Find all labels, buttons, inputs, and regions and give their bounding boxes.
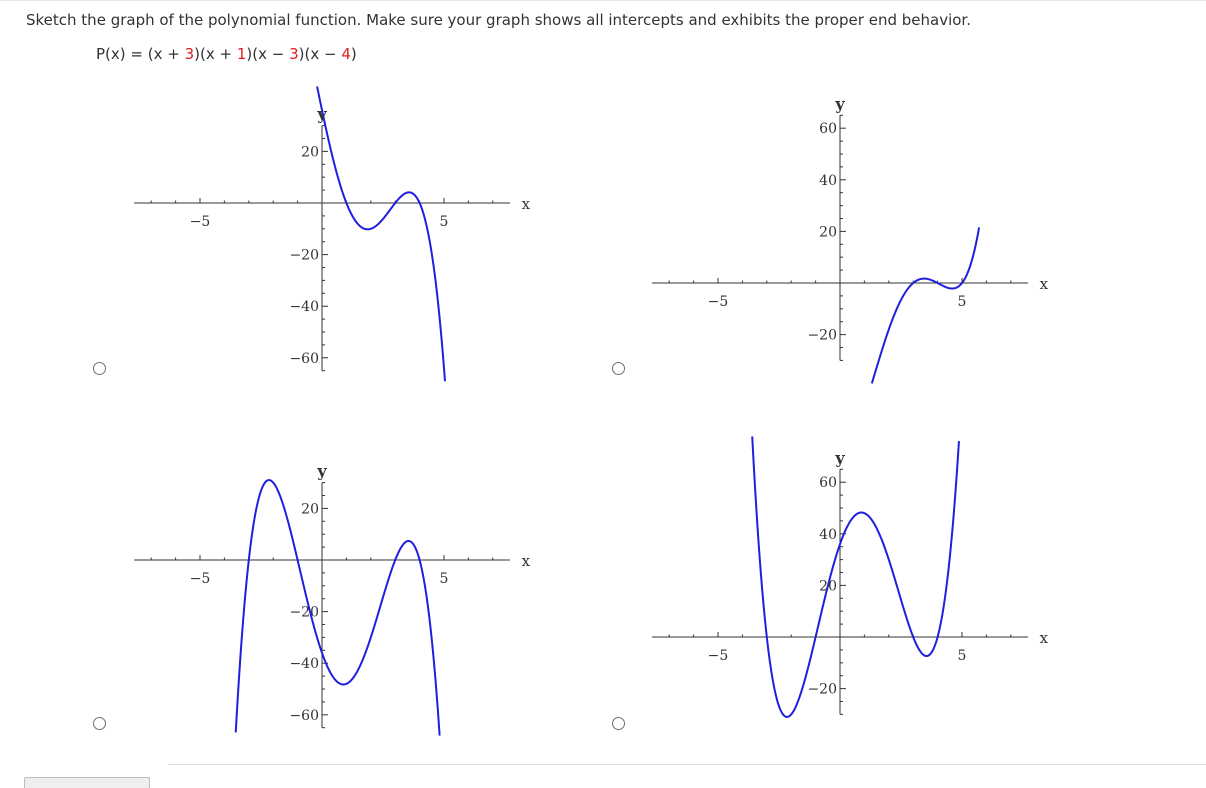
y-tick-label: −20 xyxy=(807,327,837,344)
option-b-graph xyxy=(622,84,1082,380)
factor-3: (x − 3) xyxy=(252,45,305,63)
x-tick-label: −5 xyxy=(189,214,211,230)
x-tick-label: −5 xyxy=(189,571,211,587)
y-axis-label: y xyxy=(835,448,845,468)
y-tick-label: −20 xyxy=(289,604,319,621)
y-tick-label: −20 xyxy=(289,247,319,264)
option-d-graph xyxy=(622,438,1082,734)
x-axis-label: x xyxy=(521,552,531,570)
y-tick-label: 20 xyxy=(301,501,319,518)
x-tick-label: −5 xyxy=(707,648,729,664)
y-tick-label: 20 xyxy=(301,144,319,161)
top-divider xyxy=(0,0,1206,1)
y-axis-label: y xyxy=(317,461,327,481)
x-tick-label: −5 xyxy=(707,294,729,310)
y-tick-label: 20 xyxy=(819,224,837,241)
option-c-chart xyxy=(104,438,564,734)
x-tick-label: 5 xyxy=(439,214,449,230)
question-instructions: Sketch the graph of the polynomial function. Make sure your graph shows all intercepts and exhibits the proper end behavior. xyxy=(26,11,971,29)
y-tick-label: −40 xyxy=(289,656,319,673)
x-tick-label: 5 xyxy=(439,571,449,587)
option-a-graph xyxy=(104,84,564,380)
y-tick-label: −40 xyxy=(289,299,319,316)
y-tick-label: 20 xyxy=(819,578,837,595)
y-tick-label: 40 xyxy=(819,172,837,189)
y-axis-label: y xyxy=(317,104,327,124)
x-axis-label: x xyxy=(1039,629,1049,647)
y-tick-label: −60 xyxy=(289,350,319,367)
factor-1: (x + 3) xyxy=(147,45,201,63)
y-tick-label: 40 xyxy=(819,526,837,543)
curve-c xyxy=(236,480,440,735)
x-tick-label: 5 xyxy=(957,648,967,664)
y-tick-label: −60 xyxy=(289,707,319,724)
polynomial-formula xyxy=(96,45,357,63)
function-name: P(x) xyxy=(96,45,126,63)
y-axis-label: y xyxy=(835,94,845,114)
x-axis-label: x xyxy=(521,195,531,213)
equals-sign: = xyxy=(130,45,143,63)
curve-d xyxy=(752,436,959,717)
option-b-chart xyxy=(622,84,1082,380)
option-a-chart xyxy=(104,84,564,380)
x-axis-label: x xyxy=(1039,275,1049,293)
footer-divider xyxy=(168,764,1206,765)
curve-a xyxy=(317,86,445,381)
y-tick-label: 60 xyxy=(819,121,837,138)
factor-2: (x + 1) xyxy=(200,45,253,63)
factor-4: (x − 4) xyxy=(304,45,357,63)
y-tick-label: −20 xyxy=(807,681,837,698)
option-c-graph xyxy=(104,438,564,734)
x-tick-label: 5 xyxy=(957,294,967,310)
y-tick-label: 60 xyxy=(819,475,837,492)
option-d-chart xyxy=(622,438,1082,734)
